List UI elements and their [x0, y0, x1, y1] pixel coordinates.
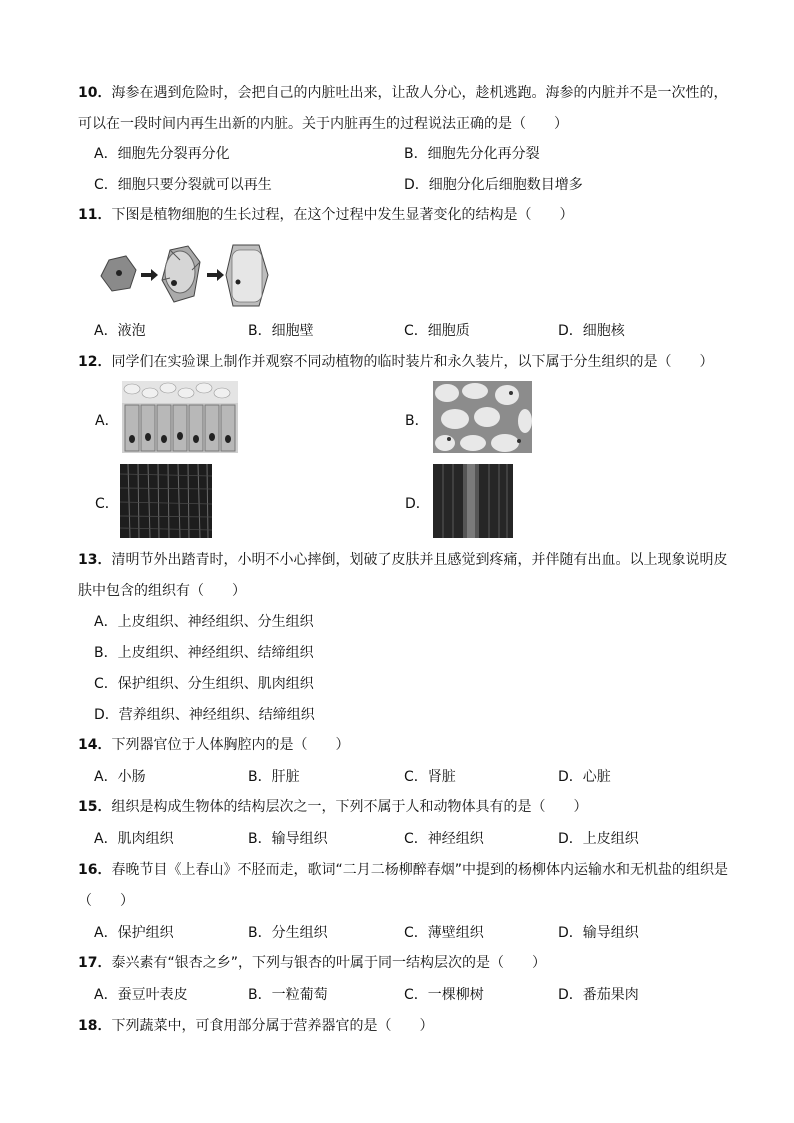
- option-d[interactable]: D．输导组织: [558, 925, 639, 941]
- option-b[interactable]: B．输导组织: [248, 831, 328, 847]
- question-number: 16．: [78, 862, 112, 878]
- question-text: 清明节外出踏青时，小明不小心摔倒，划破了皮肤并且感觉到疼痛，并伴随有出血。以上现象说明皮肤中包含的组织有（ ）: [78, 552, 728, 599]
- question-18-stem: [78, 1011, 728, 1042]
- option-b[interactable]: B．分生组织: [248, 925, 328, 941]
- option-d[interactable]: D．细胞分化后细胞数目增多: [404, 177, 583, 193]
- option-c[interactable]: C．神经组织: [404, 831, 484, 847]
- option-a[interactable]: A．细胞先分裂再分化: [94, 146, 230, 162]
- option-a[interactable]: A．蚕豆叶表皮: [94, 987, 188, 1003]
- question-text: 春晚节目《上春山》不胫而走，歌词“二月二杨柳醉春烟”中提到的杨柳体内运输水和无机盐的组织是（ ）: [78, 862, 728, 909]
- question-text: 下图是植物细胞的生长过程，在这个过程中发生显著变化的结构是（ ）: [111, 207, 574, 223]
- question-text: 下列器官位于人体胸腔内的是（ ）: [111, 737, 350, 753]
- image-label-a[interactable]: A．: [95, 413, 119, 429]
- option-a[interactable]: A．液泡: [94, 323, 146, 339]
- question-10-stem: [78, 78, 728, 140]
- option-a[interactable]: A．小肠: [94, 769, 146, 785]
- option-d[interactable]: D．心脏: [558, 769, 611, 785]
- question-14-stem: [78, 730, 728, 761]
- question-13-stem: [78, 545, 728, 607]
- option-b[interactable]: B．一粒葡萄: [248, 987, 328, 1003]
- plant-cell-growth-figure: [96, 240, 276, 312]
- question-number: 13．: [78, 552, 112, 568]
- option-c[interactable]: C．细胞只要分裂就可以再生: [94, 177, 272, 193]
- question-text: 泰兴素有“银杏之乡”，下列与银杏的叶属于同一结构层次的是（ ）: [111, 955, 546, 971]
- option-c[interactable]: C．保护组织、分生组织、肌肉组织: [94, 676, 314, 692]
- option-d[interactable]: D．上皮组织: [558, 831, 639, 847]
- option-a[interactable]: A．保护组织: [94, 925, 174, 941]
- epithelial-tissue-image[interactable]: [122, 381, 238, 453]
- option-a[interactable]: A．上皮组织、神经组织、分生组织: [94, 614, 314, 630]
- image-label-c[interactable]: C．: [95, 496, 119, 512]
- option-d[interactable]: D．细胞核: [558, 323, 625, 339]
- option-d[interactable]: D．营养组织、神经组织、结缔组织: [94, 707, 315, 723]
- option-c[interactable]: C．一棵柳树: [404, 987, 484, 1003]
- question-number: 17．: [78, 955, 112, 971]
- question-16-stem: [78, 855, 728, 917]
- question-text: 同学们在实验课上制作并观察不同动植物的临时装片和永久装片，以下属于分生组织的是（ ）: [111, 354, 714, 370]
- question-17-stem: [78, 948, 728, 979]
- option-b[interactable]: B．细胞壁: [248, 323, 314, 339]
- question-15-stem: [78, 792, 728, 823]
- image-label-b[interactable]: B．: [405, 413, 429, 429]
- option-c[interactable]: C．薄壁组织: [404, 925, 484, 941]
- option-b[interactable]: B．上皮组织、神经组织、结缔组织: [94, 645, 314, 661]
- question-number: 12．: [78, 354, 112, 370]
- option-b[interactable]: B．肝脏: [248, 769, 300, 785]
- question-12-stem: [78, 347, 728, 378]
- option-a[interactable]: A．肌肉组织: [94, 831, 174, 847]
- question-number: 18．: [78, 1018, 112, 1034]
- option-c[interactable]: C．肾脏: [404, 769, 456, 785]
- question-number: 15．: [78, 799, 112, 815]
- question-text: 组织是构成生物体的结构层次之一，下列不属于人和动物体具有的是（ ）: [111, 799, 588, 815]
- option-b[interactable]: B．细胞先分化再分裂: [404, 146, 540, 162]
- question-number: 11．: [78, 207, 112, 223]
- parenchyma-tissue-image[interactable]: [433, 381, 532, 453]
- vascular-tissue-image[interactable]: [433, 464, 513, 538]
- option-d[interactable]: D．番茄果肉: [558, 987, 639, 1003]
- question-11-stem: [78, 200, 728, 231]
- option-c[interactable]: C．细胞质: [404, 323, 470, 339]
- question-text: 下列蔬菜中，可食用部分属于营养器官的是（ ）: [111, 1018, 434, 1034]
- meristem-tissue-image[interactable]: [120, 464, 212, 538]
- image-label-d[interactable]: D．: [405, 496, 430, 512]
- question-number: 10．: [78, 85, 112, 101]
- question-text: 海参在遇到危险时，会把自己的内脏吐出来，让敌人分心，趁机逃跑。海参的内脏并不是一次性的，可以在一段时间内再生出新的内脏。关于内脏再生的过程说法正确的是（ ）: [78, 85, 728, 132]
- question-number: 14．: [78, 737, 112, 753]
